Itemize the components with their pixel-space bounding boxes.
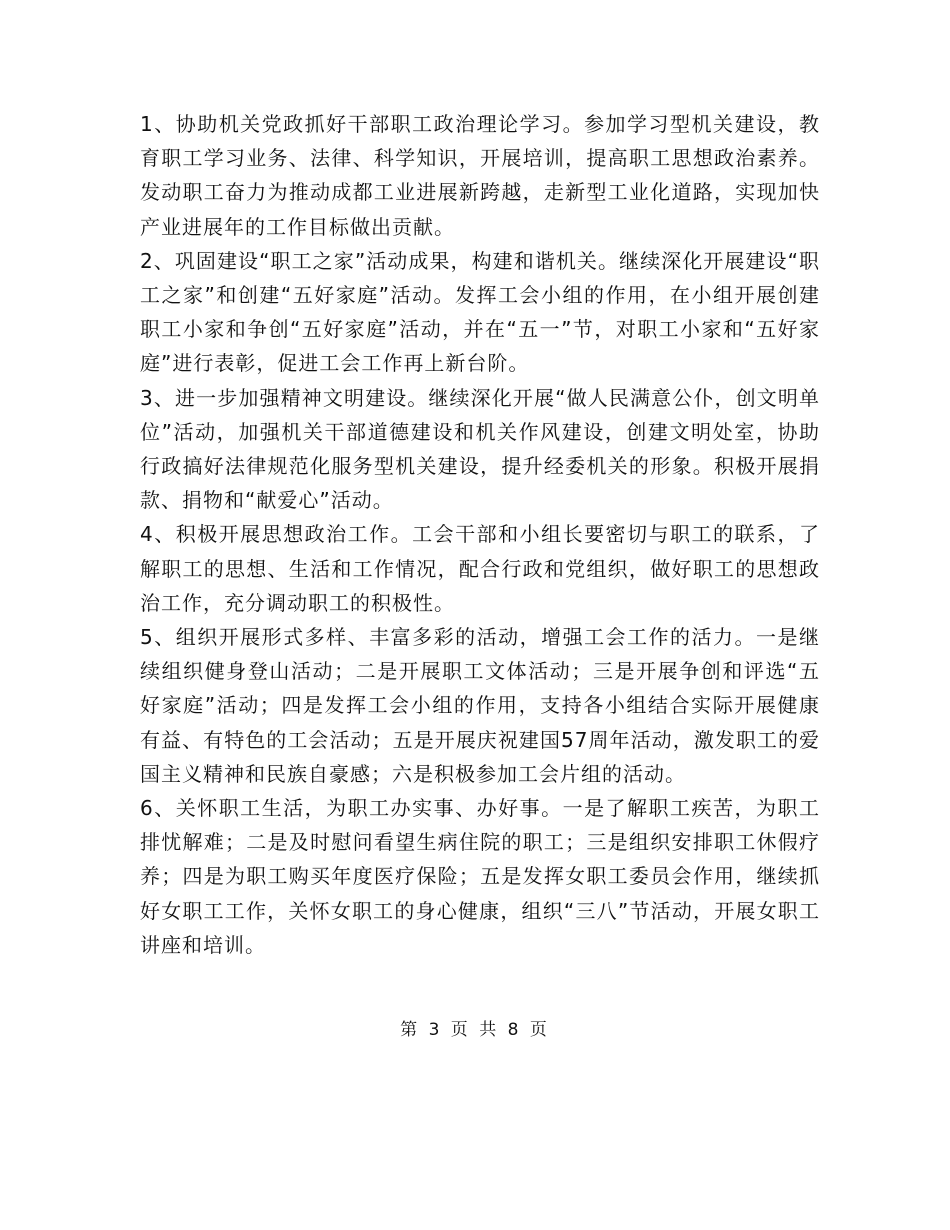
paragraph-1: 1、协助机关党政抓好干部职工政治理论学习。参加学习型机关建设，教育职工学习业务、法律、科学知识，开展培训，提高职工思想政治素养。发动职工奋力为推动成都工业进展新跨越，走新型工业化道路，实现加快产业进展年的工作目标做出贡献。 bbox=[140, 112, 820, 239]
paragraph-5: 5、组织开展形式多样、丰富多彩的活动，增强工会工作的活力。一是继续组织健身登山活动；二是开展职工文体活动；三是开展争创和评选“五好家庭”活动；四是发挥工会小组的作用，支持各小组结合实际开展健康有益、有特色的工会活动；五是开展庆祝建国57周年活动，激发职工的爱国主义精神和民族自豪感；六是积极参加工会片组的活动。 bbox=[140, 625, 820, 786]
paragraph-6: 6、关怀职工生活，为职工办实事、办好事。一是了解职工疾苦，为职工排忧解难；二是及时慰问看望生病住院的职工；三是组织安排职工休假疗养；四是为职工购买年度医疗保险；五是发挥女职工委员会作用，继续抓好女职工工作，关怀女职工的身心健康，组织“三八”节活动，开展女职工讲座和培训。 bbox=[140, 796, 820, 957]
paragraph-2: 2、巩固建设“职工之家”活动成果，构建和谐机关。继续深化开展建设“职工之家”和创建“五好家庭”活动。发挥工会小组的作用，在小组开展创建职工小家和争创“五好家庭”活动，并在“五一”节，对职工小家和“五好家庭”进行表彰，促进工会工作再上新台阶。 bbox=[140, 248, 820, 376]
paragraph-4: 4、积极开展思想政治工作。工会干部和小组长要密切与职工的联系，了解职工的思想、生活和工作情况，配合行政和党组织，做好职工的思想政治工作，充分调动职工的积极性。 bbox=[140, 522, 820, 615]
paragraph-3: 3、进一步加强精神文明建设。继续深化开展“做人民满意公仆，创文明单位”活动，加强机关干部道德建设和机关作风建设，创建文明处室，协助行政搞好法律规范化服务型机关建设，提升经委机关的形象。积极开展捐款、捐物和“献爱心”活动。 bbox=[140, 385, 820, 513]
page-number-footer: 第 3 页 共 8 页 bbox=[400, 1020, 550, 1040]
document-body bbox=[140, 107, 820, 962]
